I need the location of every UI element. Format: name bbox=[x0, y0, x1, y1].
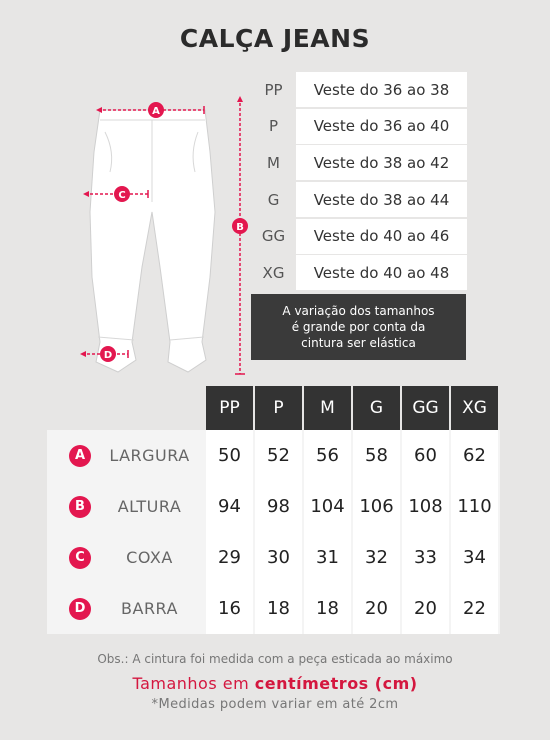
value-cell: 50 bbox=[206, 430, 253, 481]
header-spacer bbox=[47, 386, 206, 430]
value-cell: 33 bbox=[402, 532, 449, 583]
page-title: CALÇA JEANS bbox=[179, 24, 371, 53]
badge-c: C bbox=[69, 547, 91, 569]
size-header: PP bbox=[206, 386, 253, 430]
size-header: XG bbox=[451, 386, 498, 430]
guide-size: XG bbox=[251, 255, 296, 290]
guide-size: GG bbox=[251, 219, 296, 254]
guide-row bbox=[251, 219, 467, 254]
size-guide-table bbox=[251, 72, 467, 292]
guide-fit: Veste do 38 ao 44 bbox=[296, 182, 467, 217]
row-label bbox=[47, 481, 206, 532]
elastic-waist-note bbox=[251, 294, 466, 360]
value-cell: 104 bbox=[304, 481, 351, 532]
row-label bbox=[47, 583, 206, 634]
table-row-largura bbox=[47, 430, 500, 481]
variation-disclaimer: *Medidas podem variar em até 2cm bbox=[151, 697, 399, 712]
units-note bbox=[0, 674, 550, 693]
guide-row bbox=[251, 145, 467, 180]
badge-d: D bbox=[69, 598, 91, 620]
table-row-barra bbox=[47, 583, 500, 634]
value-cell: 110 bbox=[451, 481, 498, 532]
pants-diagram bbox=[70, 92, 260, 382]
measurements-table bbox=[47, 386, 500, 634]
note-line-1: A variação dos tamanhos bbox=[282, 304, 435, 318]
value-cell: 108 bbox=[402, 481, 449, 532]
value-cell: 16 bbox=[206, 583, 253, 634]
value-cell: 98 bbox=[255, 481, 302, 532]
guide-size: PP bbox=[251, 72, 296, 107]
guide-row bbox=[251, 255, 467, 290]
measure-b-arrow bbox=[232, 96, 248, 374]
value-cell: 30 bbox=[255, 532, 302, 583]
badge-a: A bbox=[69, 445, 91, 467]
marker-c-label: C bbox=[118, 190, 126, 201]
measure-name: ALTURA bbox=[117, 497, 182, 516]
guide-fit: Veste do 40 ao 48 bbox=[296, 255, 467, 290]
value-cell: 62 bbox=[451, 430, 498, 481]
measure-name: LARGURA bbox=[109, 446, 190, 465]
size-header: P bbox=[255, 386, 302, 430]
note-line-3: cintura ser elástica bbox=[301, 336, 416, 350]
value-cell: 20 bbox=[353, 583, 400, 634]
measure-name: BARRA bbox=[121, 599, 178, 618]
guide-size: M bbox=[251, 145, 296, 180]
value-cell: 18 bbox=[255, 583, 302, 634]
guide-row bbox=[251, 72, 467, 107]
guide-row bbox=[251, 109, 467, 144]
value-cell: 32 bbox=[353, 532, 400, 583]
value-cell: 31 bbox=[304, 532, 351, 583]
units-bold: centímetros (cm) bbox=[254, 674, 418, 693]
guide-fit: Veste do 36 ao 40 bbox=[296, 109, 467, 144]
value-cell: 29 bbox=[206, 532, 253, 583]
badge-b: B bbox=[69, 496, 91, 518]
marker-d-label: D bbox=[103, 350, 113, 361]
value-cell: 22 bbox=[451, 583, 498, 634]
guide-fit: Veste do 40 ao 46 bbox=[296, 219, 467, 254]
size-header: M bbox=[304, 386, 351, 430]
value-cell: 58 bbox=[353, 430, 400, 481]
value-cell: 20 bbox=[402, 583, 449, 634]
guide-size: P bbox=[251, 109, 296, 144]
guide-row bbox=[251, 182, 467, 217]
row-label bbox=[47, 430, 206, 481]
marker-a-label: A bbox=[152, 106, 160, 117]
observation-note: Obs.: A cintura foi medida com a peça esticada ao máximo bbox=[97, 652, 453, 666]
row-label bbox=[47, 532, 206, 583]
guide-fit: Veste do 36 ao 38 bbox=[296, 72, 467, 107]
value-cell: 56 bbox=[304, 430, 351, 481]
units-prefix: Tamanhos em bbox=[132, 674, 255, 693]
size-header: G bbox=[353, 386, 400, 430]
size-header: GG bbox=[402, 386, 449, 430]
table-row-altura bbox=[47, 481, 500, 532]
table-row-coxa bbox=[47, 532, 500, 583]
value-cell: 52 bbox=[255, 430, 302, 481]
value-cell: 34 bbox=[451, 532, 498, 583]
value-cell: 94 bbox=[206, 481, 253, 532]
guide-size: G bbox=[251, 182, 296, 217]
measurements-header bbox=[47, 386, 500, 430]
value-cell: 106 bbox=[353, 481, 400, 532]
measure-name: COXA bbox=[126, 548, 173, 567]
marker-b-label: B bbox=[236, 222, 244, 233]
value-cell: 60 bbox=[402, 430, 449, 481]
note-line-2: é grande por conta da bbox=[291, 320, 426, 334]
value-cell: 18 bbox=[304, 583, 351, 634]
guide-fit: Veste do 38 ao 42 bbox=[296, 145, 467, 180]
